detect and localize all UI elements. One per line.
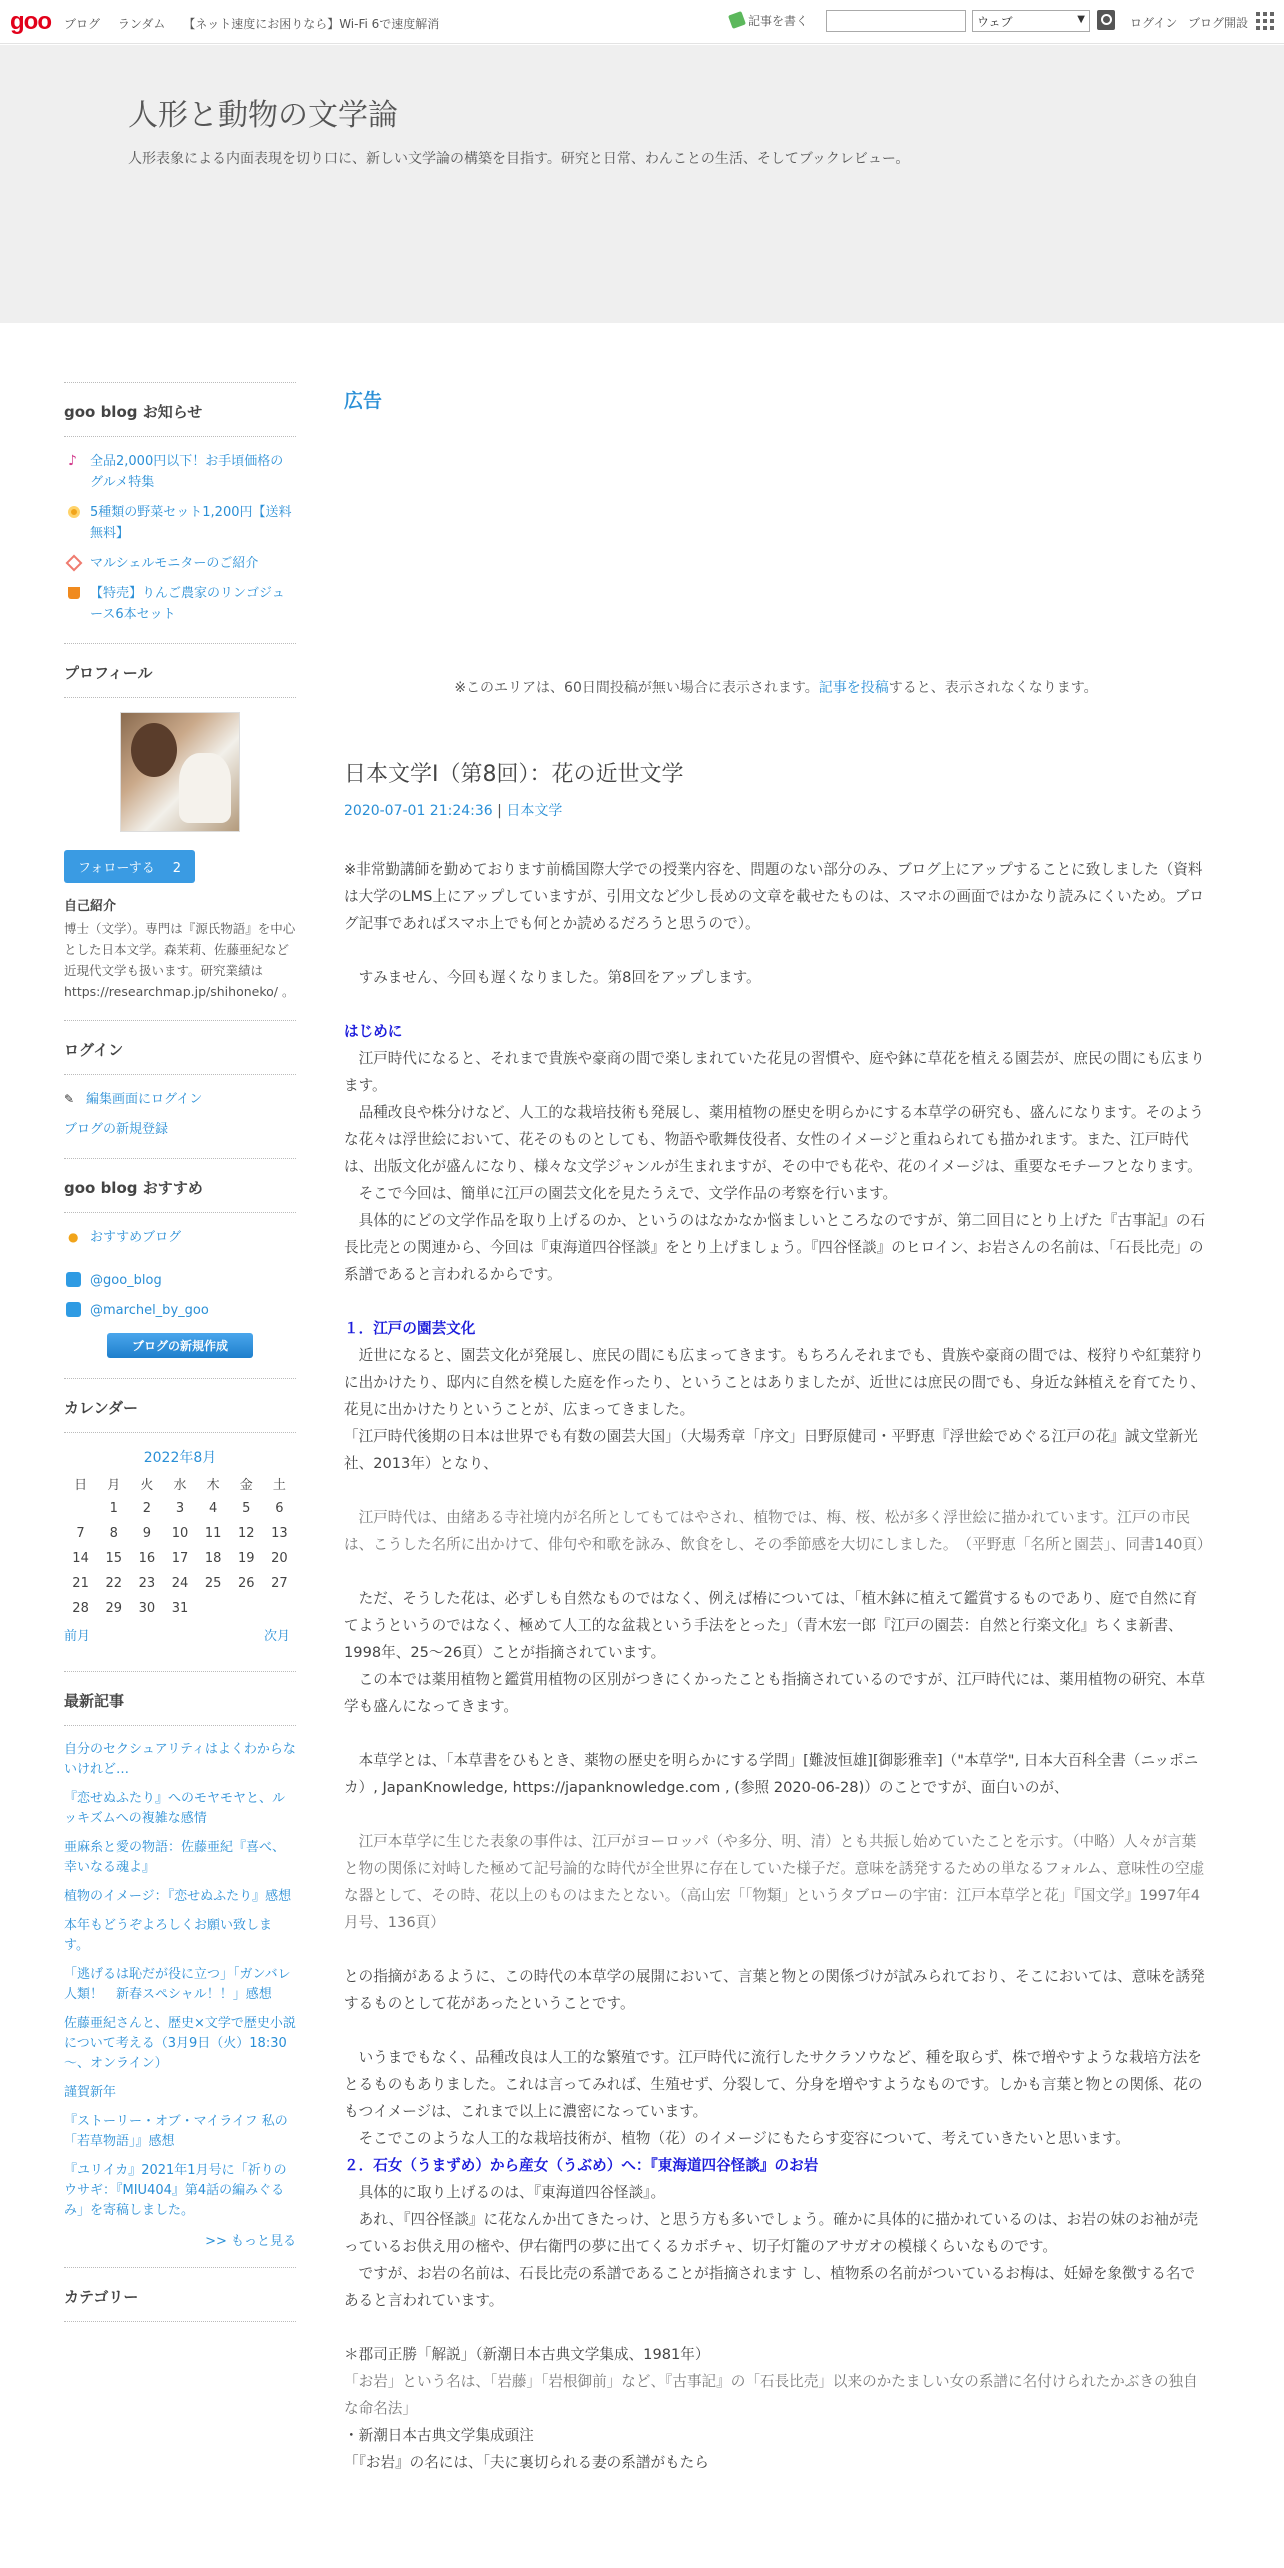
calendar-title: カレンダー [64,1397,296,1433]
search-icon[interactable] [1097,10,1115,30]
post-paragraph: 品種改良や株分けなど、人工的な栽培技術も発展し、薬用植物の歴史を明らかにする本草学の研究も、盛んになります。そのような花々は浮世絵において、花そのものとしても、物語や歌舞伎役者、女性のイメージと重ねられても描かれます。また、江戸時代は、出版文化が盛んになり、様々な文学ジャンルが生まれますが、その中でも花や、花のイメージは、重要なモチーフとなります。 [344,1104,1204,1175]
notice-link[interactable]: 5種類の野菜セット1,200円【送料無料】 [90,505,292,541]
recommend-link[interactable]: おすすめブログ [90,1230,182,1245]
calendar-day: 20 [271,1551,288,1566]
follow-count: 2 [172,861,181,876]
post-paragraph: 江戸時代は、由緒ある寺社境内が名所としてもてはやされ、植物では、梅、桜、松が多く浮世絵に描かれています。江戸の市民は、こうした名所に出かけて、俳句や和歌を詠み、飲食をし、その季節感を大切にしました。 （平野恵「名所と園芸」、同書140頁） [344,1509,1212,1553]
blog-description: 人形表象による内面表現を切り口に、新しい文学論の構築を目指す。研究と日常、わんことの生活、そしてブックレビュー。 [128,151,910,167]
calendar-day: 4 [208,1501,218,1516]
edit-login-link[interactable]: 編集画面にログイン [86,1092,203,1107]
notice-item[interactable] [64,553,296,574]
ad-note [344,677,1208,697]
category-title: カテゴリー [64,2286,296,2322]
intro-heading: 自己紹介 [64,899,117,914]
post-paragraph: 「お岩」という名は、「岩藤」「岩根御前」など、『古事記』の「石長比売」以来のかたましい女の系譜に名付けられたかぶきの独自な命名法」 [344,2373,1198,2417]
calendar-day [197,1596,230,1621]
pencil-icon: ✎ [64,1092,75,1106]
pen-icon [728,11,746,29]
post-paragraph: この本では薬用植物と鑑賞用植物の区別がつきにくかったことも指摘されているのですが、江戸時代には、薬用植物の研究、本草学も盛んになってきます。 [344,1671,1206,1715]
calendar-day: 2 [142,1501,151,1516]
spacer [344,1720,1208,1747]
post-paragraph: ＊郡司正勝「解説」（新潮日本古典文学集成、1981年） [344,2346,710,2363]
twitter-item[interactable] [64,1270,296,1291]
twitter-icon [66,1302,81,1317]
twitter-link[interactable]: @marchel_by_goo [90,1303,209,1318]
weekday: 金 [239,1478,253,1493]
post-paragraph: ただ、そうした花は、必ずしも自然なものではなく、例えば椿については、「植木鉢に植えて鑑賞するものであり、庭で自然に育てようというのではなく、極めて人工的な盆栽という手法をとった」（青木宏一郎『江戸の園芸：自然と行楽文化』ちくま新書、1998年、25～26頁）ことが指摘されています。 [344,1590,1198,1661]
section-heading: はじめに [344,1023,403,1040]
notice-item[interactable] [64,583,296,625]
post-paragraph: すみません、今回も遅くなりました。第8回をアップします。 [344,969,761,986]
post-paragraph: ・新潮日本古典文学集成頭注 [344,2427,534,2444]
sidebar [64,382,296,2340]
post-paragraph: ですが、お岩の名前は、石長比売の系譜であることが指摘されます し、植物系の名前がついているお梅は、妊婦を象徴する名であると言われています。 [344,2265,1196,2309]
post-meta [344,800,1208,820]
post-paragraph: 具体的にどの文学作品を取り上げるのか、というのはなかなか悩ましいところなのですが、第二回目にとり上げた『古事記』の石長比売との関連から、今回は『東海道四谷怪談』をとり上げましょう。『四谷怪談』のヒロイン、お岩さんの名前は、「石長比売」の系譜であると言われるからです。 [344,1212,1206,1283]
calendar-day: 30 [138,1601,156,1616]
notice-link[interactable]: 全品2,000円以下！お手頃価格のグルメ特集 [90,454,284,490]
login-link[interactable]: ログイン [1130,16,1178,30]
post-article-link[interactable]: 記事を投稿 [818,680,889,696]
recent-section [64,1671,296,2249]
weekday: 木 [206,1478,220,1493]
notice-item[interactable] [64,451,296,493]
post-paragraph: 江戸時代になると、それまで貴族や豪商の間で楽しまれていた花見の習慣や、庭や鉢に草花を植える園芸が、庶民の間にも広まります。 [344,1050,1205,1094]
calendar-day: 9 [142,1526,151,1541]
search-input[interactable] [826,10,966,32]
register-link[interactable]: ブログの新規登録 [64,1122,169,1137]
twitter-link[interactable]: @goo_blog [90,1273,162,1288]
post-paragraph: ※非常勤講師を勤めております前橋国際大学での授業内容を、問題のない部分のみ、ブログ上にアップすることに致しました（資料は大学のLMS上にアップしていますが、引用文など少し長めの文章を載せたものは、スマホの画面ではかなり読みにくいため。ブログ記事であればスマホ上でも何とか読めるだろうと思うので）。 [344,861,1204,932]
flower-icon [68,506,80,518]
post-paragraph: との指摘があるように、この時代の本草学の展開において、言葉と物との関係づけが試みられており、そこにおいては、意味を誘発するものとして花があったということです。 [344,1968,1205,2012]
prev-month-link[interactable]: 前月 [64,1629,91,1644]
calendar-day: 17 [171,1551,189,1566]
calendar-day: 19 [238,1551,255,1566]
new-blog-button[interactable]: ブログの新規作成 [107,1333,253,1358]
ad-note-text: ※このエリアは、60日間投稿が無い場合に表示されます。 [454,680,819,696]
spacer [344,1936,1208,1963]
calendar-day: 12 [238,1526,255,1541]
calendar-day: 29 [105,1601,122,1616]
calendar-month: 2022年8月 [143,1450,217,1466]
notice-item[interactable] [64,502,296,544]
post-date-link[interactable]: 2020-07-01 21:24:36 [344,803,493,819]
recent-post-link[interactable]: 『恋せぬふたり』へのモヤモヤと、ルッキズムへの複雑な感情 [64,1791,286,1826]
post-paragraph: 「『お岩』の名には、「夫に裏切られる妻の系譜がもたら [344,2454,709,2471]
calendar-nav [64,1625,296,1653]
ad-title: 広告 [344,390,383,412]
notice-title: goo blog お知らせ [64,401,296,437]
calendar-day: 11 [204,1526,222,1541]
recommend-item[interactable] [64,1227,296,1248]
calendar-day: 3 [175,1501,185,1516]
write-post-label: 記事を書く [748,14,809,28]
diamond-icon [66,555,83,572]
recent-post-link[interactable]: 『ユリイカ』2021年1月号に「祈りのウサギ：『MIU404』第4話の編みぐるみ」を寄稿しました。 [64,2163,287,2218]
main-content [344,382,1212,2476]
calendar-day [263,1596,296,1621]
chevron-down-icon: ▼ [1077,14,1085,25]
post-category-link[interactable]: 日本文学 [506,803,563,819]
calendar-day: 13 [271,1526,288,1541]
next-month-link[interactable]: 次月 [263,1629,290,1644]
recent-post-link[interactable]: 自分のセクシュアリティはよくわからないけれど… [64,1742,296,1777]
calendar-day: 15 [105,1551,122,1566]
apps-grid-icon[interactable] [1256,12,1274,30]
bulb-icon: ● [68,1230,79,1244]
top-links [64,15,453,32]
profile-title: プロフィール [64,662,296,698]
recent-post-link[interactable]: 『ストーリー・オブ・マイライフ 私の「若草物語」』感想 [64,2114,288,2149]
post-paragraph: 近世になると、園芸文化が発展し、庶民の間にも広まってきます。もちろんそれまでも、貴族や豪商の間では、桜狩りや紅葉狩りに出かけたり、邸内に自然を模した庭を作ったり、ということはありましたが、近世には庶民の間でも、身近な鉢植えを育てたり、花見に出かけたりということが、広まってきました。 [344,1347,1206,1418]
twitter-icon [66,1272,81,1287]
calendar-day: 7 [76,1526,85,1541]
notice-link[interactable]: マルシェルモニターのご紹介 [90,556,259,571]
calendar-day: 31 [171,1601,189,1616]
intro-text: 博士（文学）。専門は『源氏物語』を中心とした日本文学。森茉莉、佐藤亜紀など近現代文学も扱います。研究業績は https://researchmap.jp/shihoneko/ 。 [64,921,296,999]
recent-title: 最新記事 [64,1690,296,1726]
calendar-day: 22 [105,1576,122,1591]
weekday: 土 [272,1478,286,1493]
login-title: ログイン [64,1039,296,1075]
avatar [120,712,240,832]
calendar-day: 5 [242,1501,251,1516]
calendar-day: 10 [171,1526,189,1541]
calendar-day: 23 [138,1576,156,1591]
calendar-day: 18 [204,1551,222,1566]
spacer [344,937,1208,964]
section-heading: １．江戸の園芸文化 [344,1320,476,1337]
profile-section [64,643,296,1002]
calendar-day: 14 [72,1551,89,1566]
blog-title[interactable]: 人形と動物の文学論 [128,98,398,133]
recommend-title: goo blog おすすめ [64,1177,296,1213]
twitter-item[interactable] [64,1300,296,1321]
calendar-day: 26 [238,1576,255,1591]
weekday: 水 [173,1478,187,1493]
weekday: 日 [74,1478,88,1493]
login-section [64,1020,296,1140]
calendar-day: 1 [109,1501,118,1516]
category-section [64,2267,296,2322]
recent-post-link[interactable]: 佐藤亜紀さんと、歴史×文学で歴史小説について考える（3月9日（火）18:30～、オンライン） [64,2016,296,2071]
top-link-blog[interactable]: ブログ [64,17,101,31]
post-paragraph: 具体的に取り上げるのは、『東海道四谷怪談』。 [344,2184,666,2201]
calendar-section [64,1378,296,1653]
goo-logo[interactable]: goo [10,8,51,35]
post-paragraph: 江戸本草学に生じた表象の事件は、江戸がヨーロッパ（や多分、明、清）とも共振し始めていたことを示す。（中略）人々が言葉と物の関係に対峙した極めて記号論的な時代が全世界に存在していた様子だ。意味を誘発するための単なるフォルム、意味性の空虚な器として、その時、花以上のものはまたとない。（高山宏「「物類」というタブローの宇宙：江戸本草学と花」『国文学』1997年4月号、136頁） [344,1833,1205,1931]
spacer [344,1477,1208,1504]
edit-login-item[interactable] [64,1089,296,1110]
spacer [344,991,1208,1018]
notice-section [64,382,296,625]
meta-separator: | [492,803,507,819]
calendar-day [64,1496,97,1521]
post-paragraph: 「江戸時代後期の日本は世界でも有数の園芸大国」（大場秀章「序文」日野原健司・平野恵『浮世絵でめぐる江戸の花』誠文堂新光社、2013年）となり、 [344,1428,1198,1472]
recent-post-link[interactable]: 謹賀新年 [64,2085,117,2100]
post-paragraph: 本草学とは、「本草書をひもとき、薬物の歴史を明らかにする学問」[難波恒雄][御影雅幸]（"本草学", 日本大百科全書（ニッポニカ）, JapanKnowledge, https://japanknowledge.com , (参照 2020-06-28)）のことですが、面白いのが、 [344,1752,1199,1796]
post-paragraph: いうまでもなく、品種改良は人工的な繁殖です。江戸時代に流行したサクラソウなど、種を取らず、株で増やすような栽培方法をとるものもありました。これは言ってみれば、生殖せず、分裂して、分身を増やすようなものです。しかも言葉と物との関係、花のもつイメージは、これまで以上に濃密になっています。 [344,2049,1203,2120]
post-body [344,856,1212,2476]
recent-post-link[interactable]: 植物のイメージ：『恋せぬふたり』感想 [64,1889,292,1904]
top-link-random[interactable]: ランダム [117,17,166,31]
post-title[interactable]: 日本文学Ⅰ（第8回）：花の近世文学 [344,762,684,787]
calendar-day [230,1596,263,1621]
section-heading: ２．石女（うまずめ）から産女（うぶめ）へ：『東海道四谷怪談』のお岩 [344,2157,819,2174]
calendar-day: 6 [275,1501,284,1516]
write-post-link[interactable] [730,12,808,29]
juice-icon [68,587,80,599]
spacer [344,1558,1208,1585]
notice-link[interactable]: 【特売】りんご農家のリンゴジュース6本セット [90,586,285,622]
recent-post-link[interactable]: 亜麻糸と愛の物語：佐藤亜紀『喜べ、幸いなる魂よ』 [64,1840,286,1875]
top-bar [0,0,1284,44]
recommend-section [64,1158,296,1358]
search-scope-value: ウェブ [977,15,1013,29]
more-posts-link[interactable]: >> もっと見る [205,2234,296,2249]
calendar-day: 25 [204,1576,222,1591]
post-paragraph: そこでこのような人工的な栽培技術が、植物（花）のイメージにもたらす変容について、考えていきたいと思います。 [344,2130,1130,2147]
search-scope-select[interactable] [972,10,1090,32]
spacer [344,2017,1208,2044]
post-paragraph: そこで今回は、簡単に江戸の園芸文化を見たうえで、文学作品の考察を行います。 [344,1185,898,1202]
recent-post-link[interactable]: 本年もどうぞよろしくお願い致します。 [64,1918,273,1953]
calendar-day: 28 [72,1601,89,1616]
follow-label: フォローする [78,861,155,876]
weekday: 火 [140,1478,154,1493]
ad-note-text: すると、表示されなくなります。 [888,680,1098,696]
top-link-wifi-ad[interactable]: 【ネット速度にお困りなら】Wi-Fi 6で速度解消 [183,17,440,31]
spacer [344,1801,1208,1828]
calendar-day: 21 [72,1576,89,1591]
spacer [344,1288,1208,1315]
recent-post-link[interactable]: 「逃げるは恥だが役に立つ」「ガンバレ人類！ 新春スペシャル！！」感想 [64,1967,291,2002]
open-blog-link[interactable]: ブログ開設 [1188,16,1249,30]
follow-button[interactable] [64,850,195,883]
blog-header [0,45,1284,323]
calendar-day: 24 [171,1576,189,1591]
spacer [344,2314,1208,2341]
calendar-day: 27 [271,1576,288,1591]
music-note-icon: ♪ [68,453,77,469]
weekday: 月 [107,1478,121,1493]
calendar-day: 8 [109,1526,118,1541]
calendar-day: 16 [138,1551,156,1566]
post-paragraph: あれ、『四谷怪談』に花なんか出てきたっけ、と思う方も多いでしょう。確かに具体的に描かれているのは、お岩の妹のお袖が売っているお供え用の樒や、伊右衛門の夢に出てくるカボチャ、切子灯籠のアサガオの模様くらいなものです。 [344,2211,1199,2255]
calendar-table [64,1471,296,1621]
